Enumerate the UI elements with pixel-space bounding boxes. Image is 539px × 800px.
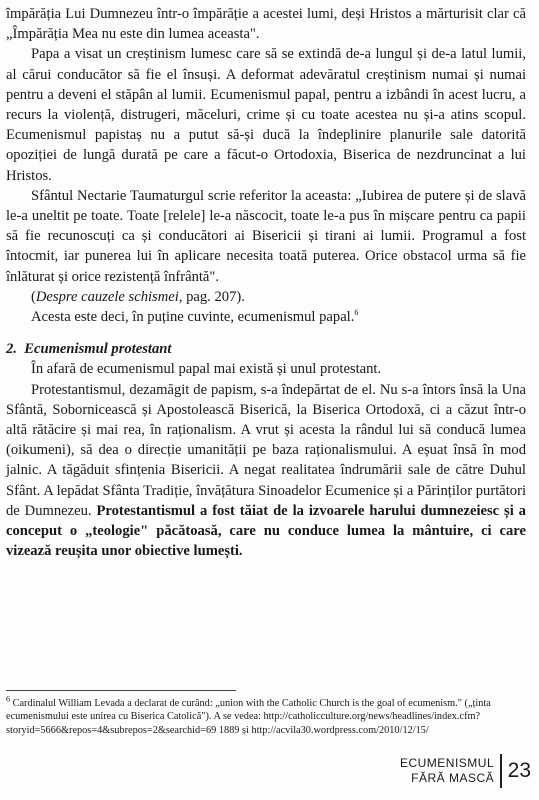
citation [6, 287, 526, 307]
paragraph-4 [6, 307, 526, 327]
paragraph-6-text: Protestantismul, dezamăgit de papism, s-a îndepărtat de el. Nu s-a întors însă la Una Sfântă, Sobornicească și Apostolească Biserică, la Biserica Ortodoxă, ci a căzut într-o altă rătăcire și mai rea, în raționalism. A vrut și acesta la rândul lui să conducă lumea (oikumeni), să dea o direcție umanității pe baza raționalismului. A eșuat însă în mod jalnic. A tăgăduit sfințenia Bisericii. A negat realitatea îndrumării sale de către Duhul Sfânt. A lepădat Sfânta Tradiție, învățătura Sinoadelor Ecumenice și a Părinților purtători de Dumnezeu. [6, 381, 526, 519]
body-text [6, 4, 526, 561]
page-number: 23 [507, 759, 531, 782]
section-number: 2. [6, 341, 17, 358]
paragraph-1: împărăția Lui Dumnezeu într-o împărăție a acestei lumi, deși Hristos a mărturisit clar că „Împărăția Mea nu este din lumea aceasta". [6, 6, 526, 43]
paragraph-3: Sfântul Nectarie Taumaturgul scrie referitor la aceasta: „Iubirea de putere și de slavă le-a uneltit pe toate. Toate [relele] le-a născocit, toate le-a pus în mișcare pentru ca papii să fie recunoscuți ca și conducători ai Bisericii și tirani ai lumii. Programul a fost întocmit, iar punerea lui în aplicare necesita toată puterea. Orice obstacol urma să fie înlăturat și orice rezistență înfrântă". [6, 187, 526, 285]
footnote [6, 694, 508, 737]
footnote-paragraph [6, 694, 508, 737]
footnote-text: Cardinalul William Levada a declarat de curând: „union with the Catholic Church is the goal of ecumenism." („ținta ecumenismului este unirea cu Biserica Catolică"). A se vedea: http://catholicculture.org/news/headlines/index.cfm?storyid=5666&repos=4&subrepos=2&searchid=69 1889 și http://acvila30.wordpress.com/2010/12/15/ [6, 698, 491, 736]
book-page [6, 4, 526, 796]
paragraph-6 [6, 380, 526, 562]
citation-rest: , pag. 207). [178, 288, 245, 305]
paragraph-2: Papa a visat un creștinism lumesc care să se extindă de-a lungul și de-a latul lumii, al cărui conducător să fie el însuși. A deformat adevăratul creștinism numai și numai pentru a deveni el stăpân al lumii. Ecumenismul papal, pentru a izbândi în acest lucru, a recurs la violență, distrugeri, măceluri, crime și cu toate acestea nu și-a atins scopul. Ecumenismul papistaș nu a putut să-și ducă la îndeplinire planurile sale datorită opoziției de lungă durată pe care a făcut-o Ortodoxia, Biserica de nezdruncinat a lui Hristos. [6, 46, 526, 184]
running-title-line1: ECUMENISMUL [399, 756, 495, 770]
section-title: Ecumenismul protestant [24, 341, 172, 358]
citation-open: ( [31, 288, 36, 305]
running-title-line2: FĂRĂ MASCĂ [411, 771, 495, 785]
page-footer [400, 754, 531, 788]
paragraph-4-text: Acesta este deci, în puține cuvinte, ecumenismul papal. [31, 309, 355, 326]
citation-title: Despre cauzele schismei [35, 288, 179, 305]
footnote-number: 6 [6, 694, 10, 704]
running-title [400, 756, 500, 786]
footnote-divider [6, 690, 236, 691]
footnote-ref: 6 [354, 308, 359, 318]
paragraph-5: În afară de ecumenismul papal mai există și unul protestant. [31, 361, 382, 378]
section-heading [6, 339, 526, 359]
paragraph-6-bold: Protestantismul a fost tăiat de la izvoarele harului dumnezeiesc și a conceput o „teologie" păcătoasă, care nu conduce lumea la mântuire, ci care vizează reușita unor obiective lumești. [6, 502, 526, 560]
